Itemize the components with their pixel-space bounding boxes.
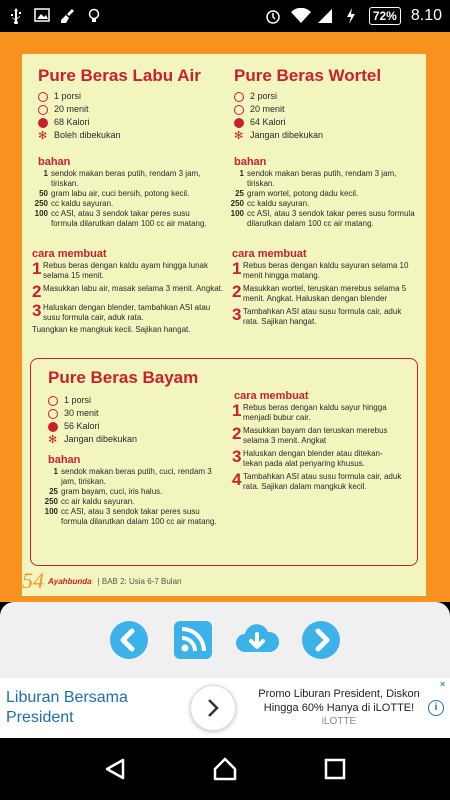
section-heading: cara membuat [232, 248, 307, 260]
portion-icon [48, 396, 58, 406]
ad-banner[interactable] [0, 678, 450, 738]
reader-controls [0, 602, 450, 678]
previous-page-button[interactable] [106, 617, 152, 663]
magazine-page[interactable] [22, 38, 426, 596]
battery-indicator: 72% [369, 7, 401, 25]
next-page-button[interactable] [298, 617, 344, 663]
recents-button[interactable] [315, 749, 355, 789]
status-bar [0, 0, 450, 32]
recipe-meta: 2 porsi 20 menit 64 Kalori ✻ Jangan dibekukan [234, 91, 324, 142]
magazine-name: Ayahbunda [48, 576, 92, 586]
snowflake-icon: ✻ [48, 433, 58, 446]
recipe-meta: 1 porsi 30 menit 56 Kalori ✻ Jangan dibekukan [48, 395, 138, 446]
apple-icon [48, 422, 58, 432]
portion-icon [38, 92, 48, 102]
snowflake-icon: ✻ [234, 129, 244, 142]
usb-icon [8, 8, 24, 24]
chevron-right-icon [206, 698, 220, 718]
page-footer [22, 568, 426, 594]
chevron-left-icon [108, 619, 150, 661]
ad-title[interactable]: Liburan Bersama President [6, 689, 128, 726]
ad-close-icon[interactable]: ✕ [439, 680, 446, 689]
back-button[interactable] [95, 749, 135, 789]
clock: 8.10 [410, 7, 442, 24]
recipe-title: Pure Beras Wortel [234, 66, 382, 85]
rss-button[interactable] [170, 617, 216, 663]
ad-source: iLOTTE [321, 716, 357, 727]
snowflake-icon: ✻ [38, 129, 48, 142]
home-button[interactable] [205, 749, 245, 789]
clock-icon [38, 105, 48, 115]
ingredient-list: 1 sendok makan beras putih, rendam 3 jam, tiriskan. 25 gram wortel, potong dadu kecil. 250 cc kaldu sayuran. 100 cc ASI, atau 3 sendok takar peres susu formula dilarutkan dalam 100 cc air matang. [230, 169, 415, 228]
rss-icon [173, 620, 213, 660]
chevron-right-icon [300, 619, 342, 661]
wifi-icon [291, 8, 307, 24]
main-area [0, 32, 450, 602]
signal-icon [317, 8, 333, 24]
clock-icon [234, 105, 244, 115]
recents-icon [324, 758, 346, 780]
image-icon [34, 8, 50, 24]
cloud-download-icon [234, 620, 280, 660]
step-list: 1 Rebus beras dengan kaldu sayuran selama 10 menit hingga matang. 2 Masukkan wortel, teruskan merebus selama 5 menit. Angkat. Haluskan dengan blender 3 Tambahkan ASI atau susu formula cair, aduk rata. Sajikan hangat. [232, 259, 409, 326]
ad-text[interactable]: Promo Liburan President, Diskon Hingga 60% Hanya di iLOTTE! iLOTTE [250, 687, 428, 729]
home-icon [212, 756, 238, 782]
navigation-bar [0, 738, 450, 800]
recipe-title: Pure Beras Bayam [48, 368, 199, 387]
ingredient-list: 1 sendok makan beras putih, rendam 3 jam, tiriskan. 50 gram labu air, cuci bersih, potong kecil. 250 cc kaldu sayuran. 100 cc ASI, atau 3 sendok takar peres susu formula dilarutkan dalam 100 cc air matang. [34, 169, 207, 228]
section-heading: cara membuat [32, 248, 107, 260]
alarm-icon [265, 8, 281, 24]
portion-icon [234, 92, 244, 102]
page-number: 54 [22, 568, 44, 593]
ad-open-button[interactable] [190, 685, 236, 731]
chapter-label: | BAB 2: Usia 6-7 Bulan [97, 576, 182, 586]
apple-icon [38, 118, 48, 128]
step-list: 1 Rebus beras dengan kaldu ayam hingga lunak selama 15 menit. 2 Masukkan labu air, masak selama 3 menit. Angkat. 3 Haluskan dengan blender, tambahkan ASI atau susu formula cair, aduk rata. Tuangkan ke mangkuk kecil. Sajikan hangat. [32, 259, 224, 334]
page-top-strip [22, 38, 426, 54]
back-icon [103, 757, 127, 781]
info-icon[interactable]: i [428, 700, 444, 716]
charging-icon [343, 8, 359, 24]
download-button[interactable] [234, 617, 280, 663]
clock-icon [48, 409, 58, 419]
recipe-title: Pure Beras Labu Air [38, 66, 201, 85]
apple-icon [234, 118, 244, 128]
step-list: 1 Rebus beras dengan kaldu sayur hingga menjadi bubur cair. 2 Masukkan bayam dan teruskan merebus selama 3 menit. Angkat 3 Haluskan dengan blender atau ditekan-tekan pada alat penyaring khusus. 4 Tambahkan ASI atau susu formula cair, aduk rata. Sajikan dalam mangkuk kecil. [232, 401, 402, 491]
section-heading: bahan [48, 454, 81, 466]
bulb-icon [86, 8, 102, 24]
ingredient-list: 1 sendok makan beras putih, cuci, rendam 3 jam, tiriskan. 25 gram bayam, cuci, iris halus. 250 cc air kaldu sayuran. 100 cc ASI, atau 3 sendok takar peres susu formula dilarutkan dalam 100 cc air matang. [44, 467, 217, 526]
recipe-meta: 1 porsi 20 menit 68 Kalori ✻ Boleh dibekukan [38, 91, 121, 142]
section-heading: bahan [38, 156, 71, 168]
broom-icon [60, 8, 76, 24]
section-heading: cara membuat [234, 390, 309, 402]
section-heading: bahan [234, 156, 267, 168]
